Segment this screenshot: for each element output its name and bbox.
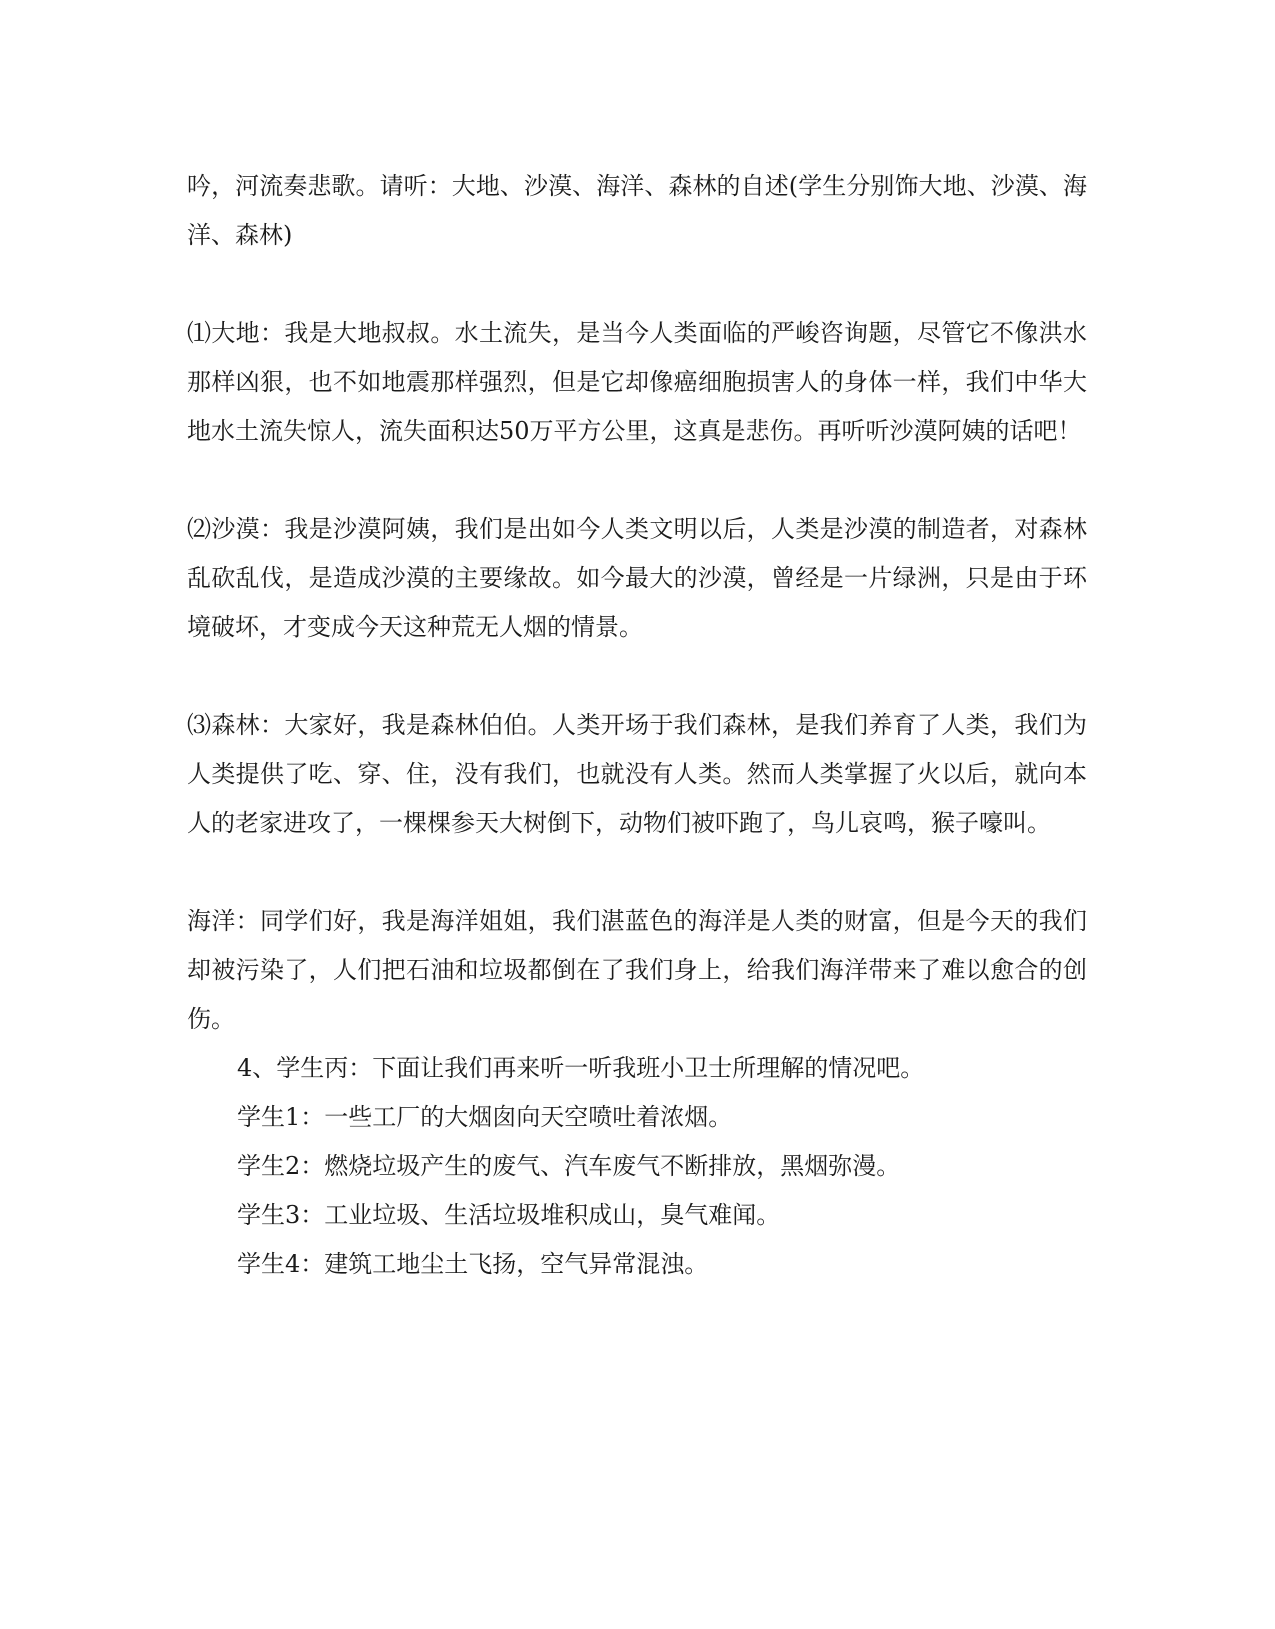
document-body bbox=[187, 162, 1087, 1289]
paragraph-gap bbox=[187, 652, 1087, 701]
paragraph-earth: ⑴大地：我是大地叔叔。水土流失，是当今人类面临的严峻咨询题，尽管它不像洪水那样凶狠，也不如地震那样强烈，但是它却像癌细胞损害人的身体一样，我们中华大地水土流失惊人，流失面积达50万平方公里，这真是悲伤。再听听沙漠阿姨的话吧！ bbox=[187, 319, 1087, 445]
list-item-student-2: 学生2：燃烧垃圾产生的废气、汽车废气不断排放，黑烟弥漫。 bbox=[237, 1152, 901, 1180]
list-item-student-1: 学生1：一些工厂的大烟囱向天空喷吐着浓烟。 bbox=[237, 1103, 733, 1131]
paragraph-gap bbox=[187, 260, 1087, 309]
paragraph-intro: 吟，河流奏悲歌。请听：大地、沙漠、海洋、森林的自述(学生分别饰大地、沙漠、海洋、森林) bbox=[187, 172, 1087, 249]
paragraph-forest: ⑶森林：大家好，我是森林伯伯。人类开场于我们森林，是我们养育了人类，我们为人类提供了吃、穿、住，没有我们，也就没有人类。然而人类掌握了火以后，就向本人的老家进攻了，一棵棵参天大树倒下，动物们被吓跑了，鸟儿哀鸣，猴子嚎叫。 bbox=[187, 711, 1087, 837]
list-item-student-4: 学生4：建筑工地尘土飞扬，空气异常混浊。 bbox=[237, 1250, 709, 1278]
list-item-student-3: 学生3：工业垃圾、生活垃圾堆积成山，臭气难闻。 bbox=[237, 1201, 781, 1229]
list-item-student-c: 4、学生丙：下面让我们再来听一听我班小卫士所理解的情况吧。 bbox=[237, 1054, 925, 1082]
paragraph-gap bbox=[187, 848, 1087, 897]
paragraph-desert: ⑵沙漠：我是沙漠阿姨，我们是出如今人类文明以后，人类是沙漠的制造者，对森林乱砍乱伐，是造成沙漠的主要缘故。如今最大的沙漠，曾经是一片绿洲，只是由于环境破坏，才变成今天这种荒无人烟的情景。 bbox=[187, 515, 1087, 641]
paragraph-ocean: 海洋：同学们好，我是海洋姐姐，我们湛蓝色的海洋是人类的财富，但是今天的我们却被污染了，人们把石油和垃圾都倒在了我们身上，给我们海洋带来了难以愈合的创伤。 bbox=[187, 907, 1087, 1033]
paragraph-gap bbox=[187, 456, 1087, 505]
